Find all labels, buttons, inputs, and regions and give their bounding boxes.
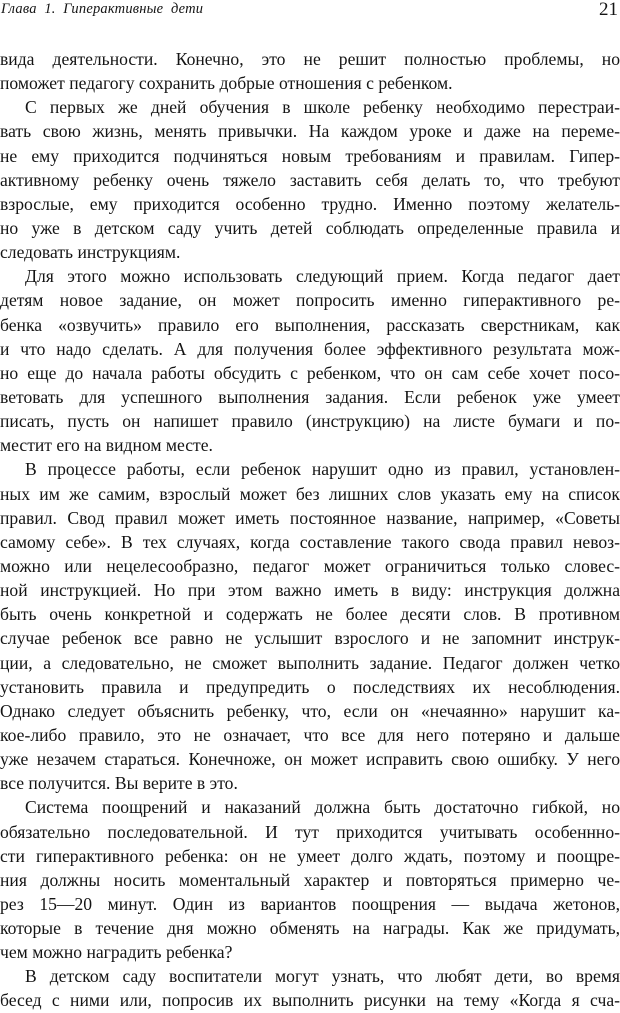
text-line: кое-либо правило, это не означает, что все для него потеряно и дальше	[0, 724, 620, 745]
body-text	[0, 47, 620, 1013]
text-line: все получится. Вы верите в это.	[0, 773, 238, 794]
text-line: вида деятельности. Конечно, это не решит полностью проблемы, но	[0, 49, 620, 69]
text-line: бесед с ними или, попросив их выполнить рисунки на тему «Когда я сча-	[0, 990, 620, 1011]
text-line: детям новое задание, он может попросить именно гиперактивного ре-	[0, 290, 620, 311]
text-line: которые в течение дня можно обменять на награды. Как же придумать,	[0, 918, 620, 939]
text-line: обязательно последовательной. И тут приходится учитывать особеннно-	[0, 821, 620, 842]
text-line: но еще до начала работы обсудить с ребенком, что он сам себе хочет посо-	[0, 362, 620, 383]
text-line: быть очень конкретной и содержать не более десяти слов. В противном	[0, 604, 620, 625]
page-number: 21	[599, 0, 618, 20]
text-line: чем можно наградить ребенка?	[0, 942, 233, 963]
text-line: бенка «озвучить» правило его выполнения, рассказать сверстникам, как	[0, 314, 620, 335]
paragraph	[0, 95, 620, 264]
paragraph	[0, 795, 620, 964]
paragraph	[0, 264, 620, 457]
paragraph	[0, 457, 620, 795]
text-line: вать свою жизнь, менять привычки. На каждом уроке и даже на переме-	[0, 121, 620, 142]
text-line: следовать инструкциям.	[0, 242, 181, 263]
text-line: самому себе». В тех случаях, когда составление такого свода правил невоз-	[0, 531, 620, 552]
paragraph	[0, 964, 620, 1012]
text-line: сти гиперактивного ребенка: он не умеет долго ждать, поэтому и поощре-	[0, 845, 620, 866]
text-line: ных им же самим, взрослый может без лишних слов указать ему на список	[0, 483, 620, 504]
text-line: ветовать для успешного выполнения задания. Если ребенок уже умеет	[0, 386, 620, 407]
paragraph	[0, 47, 620, 95]
text-line: но уже в детском саду учить детей соблюдать определенные правила и	[0, 217, 620, 238]
text-line: местит его на видном месте.	[0, 435, 213, 456]
text-line: ния должны носить моментальный характер и повторяться примерно че-	[0, 869, 620, 890]
chapter-title: Глава 1. Гиперактивные дети	[1, 1, 204, 17]
text-line: и что надо сделать. А для получения более эффективного результата мож-	[0, 338, 620, 359]
text-line: правил. Свод правил может иметь постоянное название, например, «Советы	[0, 507, 620, 528]
text-line: Для этого можно использовать следующий прием. Когда педагог дает	[25, 266, 620, 287]
text-line: ции, а следовательно, не сможет выполнить задание. Педагог должен четко	[0, 652, 620, 673]
text-line: поможет педагогу сохранить добрые отношения с ребенком.	[0, 73, 453, 94]
text-line: установить правила и предупредить о последствиях их несоблюдения.	[0, 676, 620, 697]
text-line: не ему приходится подчиняться новым требованиям и правилам. Гипер-	[0, 145, 620, 166]
text-line: Однако следует объяснить ребенку, что, если он «нечаянно» нарушит ка-	[0, 700, 620, 721]
text-line: Система поощрений и наказаний должна быть достаточно гибкой, но	[25, 797, 620, 818]
text-line: уже незачем стараться. Конечноже, он может исправить свою ошибку. У него	[0, 749, 620, 770]
text-line: можно или нецелесообразно, педагог может ограничиться только словес-	[0, 555, 620, 576]
text-line: ной инструкцией. Но при этом важно иметь в виду: инструкция должна	[0, 580, 620, 601]
text-line: случае ребенок все равно не услышит взрослого и не запомнит инструк-	[0, 628, 620, 649]
text-line: рез 15—20 минут. Один из вариантов поощрения — выдача жетонов,	[0, 893, 620, 914]
text-line: С первых же дней обучения в школе ребенку необходимо перестраи-	[25, 97, 620, 118]
text-line: В детском саду воспитатели могут узнать, что любят дети, во время	[25, 966, 620, 987]
text-line: писать, пусть он напишет правило (инструкцию) на листе бумаги и по-	[0, 411, 620, 432]
text-line: активному ребенку очень тяжело заставить себя делать то, что требуют	[0, 169, 620, 190]
running-head	[0, 0, 620, 24]
text-line: взрослые, ему приходится особенно трудно. Именно поэтому желатель-	[0, 193, 620, 214]
text-line: В процессе работы, если ребенок нарушит одно из правил, установлен-	[25, 459, 620, 480]
